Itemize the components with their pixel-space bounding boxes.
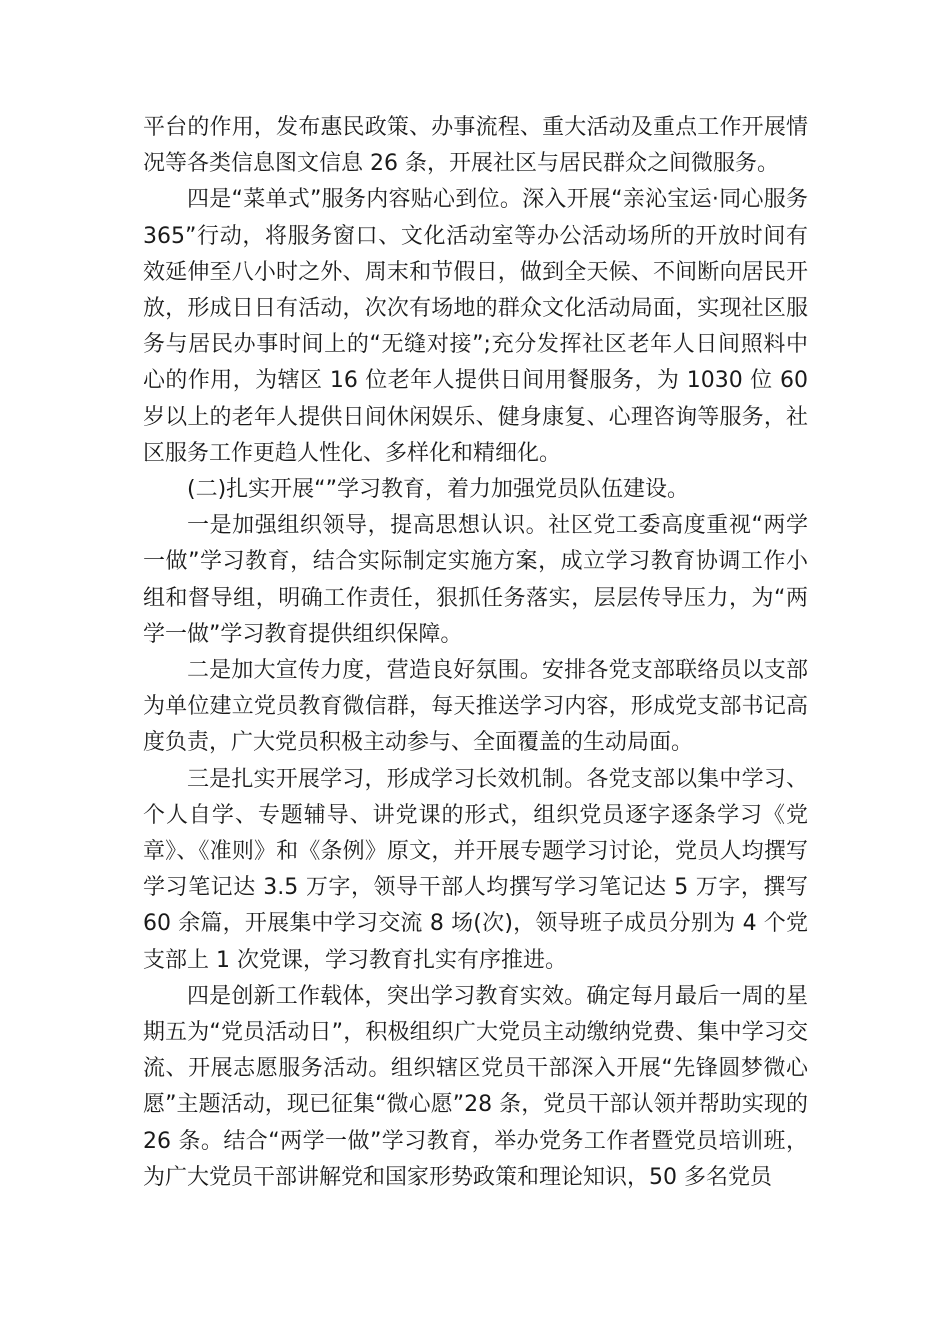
paragraph-innovation: 四是创新工作载体，突出学习教育实效。确定每月最后一周的星期五为“党员活动日”，积极组织广大党员主动缴纳党费、集中学习交流、开展志愿服务活动。组织辖区党员干部深入开展“先锋圆梦微心愿”主题活动，现已征集“微心愿”28 条，党员干部认领并帮助实现的 26 条。结合“两学一做”学习教育，举办党务工作者暨党员培训班，为广大党员干部讲解党和国家形势政策和理论知识，50 多名党员 — [143, 983, 808, 1190]
paragraph-study: 三是扎实开展学习，形成学习长效机制。各党支部以集中学习、个人自学、专题辅导、讲党课的形式，组织党员逐字逐条学习《党章》、《准则》和《条例》原文，并开展专题学习讨论，党员人均撰写学习笔记达 3.5 万字，领导干部人均撰写学习笔记达 5 万字，撰写 60 余篇，开展集中学习交流 8 场(次)，领导班子成员分别为 4 个党支部上 1 次党课，学习教育扎实有序推进。 — [143, 766, 808, 973]
section-heading: (二)扎实开展“”学习教育，着力加强党员队伍建设。 — [187, 477, 689, 503]
paragraph-publicity: 二是加大宣传力度，营造良好氛围。安排各党支部联络员以支部为单位建立党员教育微信群，每天推送学习内容，形成党支部书记高度负责，广大党员积极主动参与、全面覆盖的生动局面。 — [143, 658, 808, 756]
document-body — [143, 110, 808, 1196]
paragraph-organization: 一是加强组织领导，提高思想认识。社区党工委高度重视“两学一做”学习教育，结合实际制定实施方案，成立学习教育协调工作小组和督导组，明确工作责任，狠抓任务落实，层层传导压力，为“两学一做”学习教育提供组织保障。 — [143, 513, 808, 647]
paragraph-continuation: 平台的作用，发布惠民政策、办事流程、重大活动及重点工作开展情况等各类信息图文信息 26 条，开展社区与居民群众之间微服务。 — [143, 115, 808, 177]
paragraph-menu-service: 四是“菜单式”服务内容贴心到位。深入开展“亲沁宝运·同心服务 365”行动，将服务窗口、文化活动室等办公活动场所的开放时间有效延伸至八小时之外、周末和节假日，做到全天候、不间断向居民开放，形成日日有活动，次次有场地的群众文化活动局面，实现社区服务与居民办事时间上的“无缝对接”;充分发挥社区老年人日间照料中心的作用，为辖区 16 位老年人提供日间用餐服务，为 1030 位 60 岁以上的老年人提供日间休闲娱乐、健身康复、心理咨询等服务，社区服务工作更趋人性化、多样化和精细化。 — [143, 187, 809, 466]
